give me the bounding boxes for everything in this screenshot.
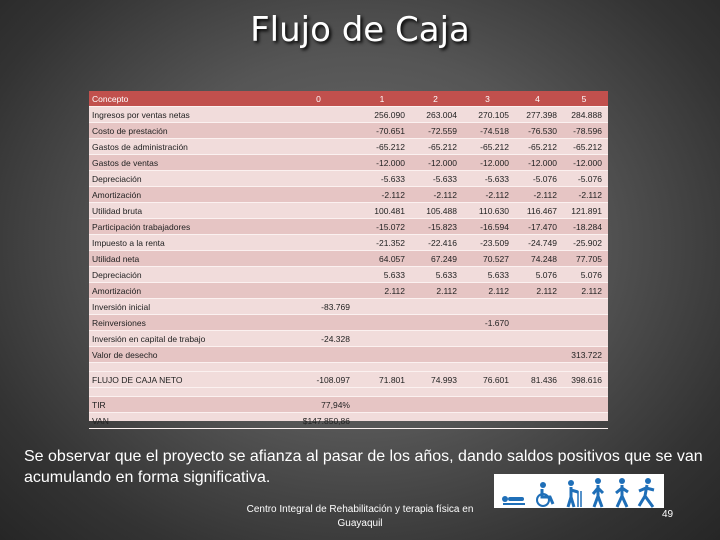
cell-value [284,283,356,299]
cell-value: -24.328 [284,331,356,347]
cell-value: 116.467 [515,203,563,219]
cell-value [463,331,515,347]
cell-value [284,139,356,155]
cell-value [284,267,356,283]
table-row [89,219,608,235]
cell-value: 67.249 [411,251,463,267]
table-row [89,155,608,171]
cell-value [284,155,356,171]
cell-value: -76.530 [515,123,563,139]
spacer-cell [463,363,515,372]
table-row [89,171,608,187]
spacer-cell [411,363,463,372]
cell-value: 74.993 [411,372,463,388]
cell-value: -23.509 [463,235,515,251]
spacer-cell [356,363,411,372]
cell-value [515,299,563,315]
cell-value [284,235,356,251]
spacer-row [89,388,608,397]
row-label: Gastos de ventas [89,155,284,171]
row-label: Valor de desecho [89,347,284,363]
cell-value: 5.076 [563,267,608,283]
header-col: 4 [515,91,563,107]
table-row [89,123,608,139]
cell-value: -83.769 [284,299,356,315]
row-label: TIR [89,397,284,413]
cell-value [411,347,463,363]
cell-value [515,397,563,413]
table-row [89,251,608,267]
cell-value: 110.630 [463,203,515,219]
cell-value: 74.248 [515,251,563,267]
spacer-cell [515,388,563,397]
person-lying-icon [501,484,527,508]
cell-value: 76.601 [463,372,515,388]
cell-value [284,203,356,219]
cell-value: 313.722 [563,347,608,363]
cell-value: 71.801 [356,372,411,388]
cell-value [515,347,563,363]
cell-value: -2.112 [563,187,608,203]
walking-person-icon [613,478,631,508]
cell-value: -65.212 [411,139,463,155]
cash-flow-table [89,91,608,426]
cell-value: -70.651 [356,123,411,139]
cell-value [463,347,515,363]
table-row [89,235,608,251]
header-col: 5 [563,91,608,107]
cell-value: 77,94% [284,397,356,413]
row-label: Reinversiones [89,315,284,331]
row-label: Ingresos por ventas netas [89,107,284,123]
cell-value [463,397,515,413]
cell-value: 77.705 [563,251,608,267]
cell-value [284,347,356,363]
cell-value [356,299,411,315]
cell-value: -5.633 [411,171,463,187]
cell-value [356,347,411,363]
row-label: Depreciación [89,267,284,283]
cell-value: -78.596 [563,123,608,139]
cell-value: 2.112 [515,283,563,299]
cell-value: -12.000 [463,155,515,171]
page-number: 49 [662,509,674,520]
cell-value: -2.112 [515,187,563,203]
footer-text: Centro Integral de Rehabilitación y terapia física en Guayaquil [246,504,474,529]
cell-value [515,315,563,331]
row-label: Amortización [89,283,284,299]
table-row [89,203,608,219]
cell-value [284,187,356,203]
cell-value [411,331,463,347]
cell-value: 105.488 [411,203,463,219]
row-label: Depreciación [89,171,284,187]
cell-value: 5.633 [411,267,463,283]
cell-value: -108.097 [284,372,356,388]
cell-value: 398.616 [563,372,608,388]
cell-value [563,315,608,331]
row-label: Impuesto a la renta [89,235,284,251]
table-row [89,372,608,388]
cell-value [356,331,411,347]
cell-value: -18.284 [563,219,608,235]
cell-value [356,413,411,429]
cell-value [411,299,463,315]
cell-value [284,219,356,235]
cell-value: -1.670 [463,315,515,331]
header-col: 1 [356,91,411,107]
cell-value: 277.398 [515,107,563,123]
spacer-cell [356,388,411,397]
cell-value: 5.076 [515,267,563,283]
cell-value: 2.112 [463,283,515,299]
cell-value: 2.112 [563,283,608,299]
cell-value [284,315,356,331]
table-row [89,397,608,413]
cell-value: -65.212 [356,139,411,155]
cell-value: -17.470 [515,219,563,235]
row-label: Amortización [89,187,284,203]
spacer-row [89,363,608,372]
cell-value [284,251,356,267]
row-label: VAN [89,413,284,429]
spacer-cell [411,388,463,397]
row-label: Inversión en capital de trabajo [89,331,284,347]
cell-value [515,331,563,347]
cell-value: 270.105 [463,107,515,123]
cell-value [411,397,463,413]
cell-value: -2.112 [356,187,411,203]
cell-value: -15.823 [411,219,463,235]
table-row [89,413,608,429]
cell-value: 2.112 [411,283,463,299]
spacer-cell [284,388,356,397]
spacer-cell [463,388,515,397]
header-col: 2 [411,91,463,107]
header-label: Concepto [89,91,284,107]
cell-value: 5.633 [463,267,515,283]
cell-value: -12.000 [563,155,608,171]
cell-value: -22.416 [411,235,463,251]
cell-value [463,299,515,315]
spacer-cell [563,363,608,372]
rehab-logo-strip [494,474,664,508]
cell-value: 100.481 [356,203,411,219]
table-row [89,299,608,315]
cell-value: -65.212 [463,139,515,155]
walking-person-icon [589,478,607,508]
cell-value: -5.076 [563,171,608,187]
table-row [89,267,608,283]
cell-value: -2.112 [463,187,515,203]
spacer-cell [515,363,563,372]
slide-title: Flujo de Caja [250,10,470,50]
cell-value [563,413,608,429]
cell-value: -12.000 [515,155,563,171]
cell-value [356,397,411,413]
cell-value: $147.850,86 [284,413,356,429]
table-row [89,107,608,123]
cell-value: 5.633 [356,267,411,283]
spacer-cell [563,388,608,397]
cell-value [284,123,356,139]
spacer-cell [89,363,284,372]
walker-icon [563,480,583,508]
cell-value: 263.004 [411,107,463,123]
cell-value: -65.212 [515,139,563,155]
cell-value: -21.352 [356,235,411,251]
row-label: Costo de prestación [89,123,284,139]
slide-caption: Se observar que el proyecto se afianza al pasar de los años, dando saldos positivos que se van acumulando en forma significativa. [24,448,703,486]
table-header-row [89,91,608,107]
running-person-icon [637,478,657,508]
table-row [89,331,608,347]
cell-value: -16.594 [463,219,515,235]
row-label: Utilidad neta [89,251,284,267]
cell-value: -5.076 [515,171,563,187]
cell-value: -5.633 [463,171,515,187]
cell-value [284,171,356,187]
header-col: 0 [284,91,356,107]
cell-value [463,413,515,429]
cell-value: 70.527 [463,251,515,267]
cell-value: -12.000 [356,155,411,171]
cell-value: -2.112 [411,187,463,203]
cell-value: -72.559 [411,123,463,139]
spacer-cell [284,363,356,372]
cell-value [356,315,411,331]
cell-value: -5.633 [356,171,411,187]
cell-value: 64.057 [356,251,411,267]
cell-value: -74.518 [463,123,515,139]
row-label: Gastos de administración [89,139,284,155]
row-label: Participación trabajadores [89,219,284,235]
row-label: Utilidad bruta [89,203,284,219]
cell-value: -12.000 [411,155,463,171]
cell-value: 121.891 [563,203,608,219]
header-col: 3 [463,91,515,107]
table-row [89,315,608,331]
cell-value [411,413,463,429]
cell-value: -25.902 [563,235,608,251]
cell-value [515,413,563,429]
cell-value [411,315,463,331]
cell-value: -65.212 [563,139,608,155]
cell-value [563,397,608,413]
cell-value [284,107,356,123]
cell-value: 284.888 [563,107,608,123]
cell-value: 81.436 [515,372,563,388]
cell-value [563,331,608,347]
spacer-cell [89,388,284,397]
cell-value [563,299,608,315]
table-row [89,187,608,203]
cell-value: -24.749 [515,235,563,251]
table-row [89,347,608,363]
table-row [89,139,608,155]
cell-value: 2.112 [356,283,411,299]
row-label: Inversión inicial [89,299,284,315]
wheelchair-icon [533,482,557,508]
cell-value: -15.072 [356,219,411,235]
table-row [89,283,608,299]
cell-value: 256.090 [356,107,411,123]
row-label: FLUJO DE CAJA NETO [89,372,284,388]
